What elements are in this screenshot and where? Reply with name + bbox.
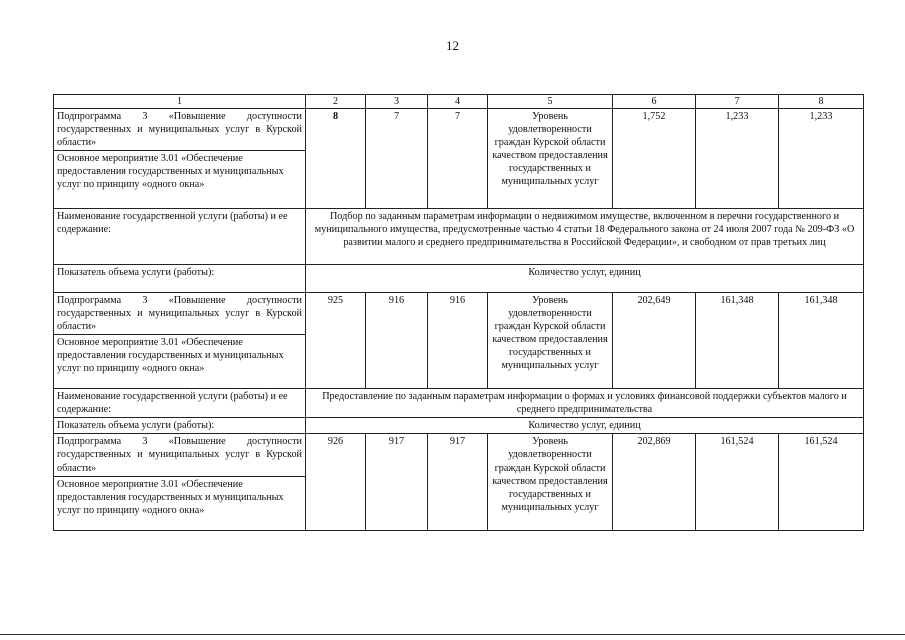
header-col-3: 3 bbox=[366, 95, 428, 109]
value-col-7: 1,233 bbox=[696, 109, 779, 209]
header-col-8: 8 bbox=[779, 95, 864, 109]
subprogram-cell: Подпрограмма 3 «Повышение доступности государственных и муниципальных услуг в Курской области» bbox=[54, 434, 306, 476]
volume-unit: Количество услуг, единиц bbox=[306, 265, 864, 293]
header-col-7: 7 bbox=[696, 95, 779, 109]
table-row bbox=[54, 434, 864, 476]
value-col-4: 7 bbox=[428, 109, 488, 209]
value-col-4: 917 bbox=[428, 434, 488, 530]
subprogram-cell: Подпрограмма 3 «Повышение доступности государственных и муниципальных услуг в Курской области» bbox=[54, 109, 306, 151]
header-col-1: 1 bbox=[54, 95, 306, 109]
subprogram-cell: Подпрограмма 3 «Повышение доступности государственных и муниципальных услуг в Курской области» bbox=[54, 293, 306, 335]
service-label: Наименование государственной услуги (работы) и ее содержание: bbox=[54, 389, 306, 418]
value-col-2: 926 bbox=[306, 434, 366, 530]
page-number: 12 bbox=[446, 38, 459, 53]
header-col-6: 6 bbox=[613, 95, 696, 109]
service-description: Предоставление по заданным параметрам информации о формах и условиях финансовой поддержки субъектов малого и среднего предпринимательства bbox=[306, 389, 864, 418]
volume-row bbox=[54, 418, 864, 434]
page-bottom-rule bbox=[0, 634, 905, 635]
value-col-2: 925 bbox=[306, 293, 366, 389]
service-row bbox=[54, 209, 864, 265]
value-col-3: 917 bbox=[366, 434, 428, 530]
value-col-8: 1,233 bbox=[779, 109, 864, 209]
table-row bbox=[54, 109, 864, 151]
indicator-cell: Уровень удовлетворенности граждан Курской области качеством предоставления государственных и муниципальных услуг bbox=[488, 109, 613, 209]
value-col-4: 916 bbox=[428, 293, 488, 389]
value-col-7: 161,348 bbox=[696, 293, 779, 389]
value-col-6: 202,869 bbox=[613, 434, 696, 530]
value-col-6: 202,649 bbox=[613, 293, 696, 389]
value-col-3: 916 bbox=[366, 293, 428, 389]
value-col-8: 161,348 bbox=[779, 293, 864, 389]
header-col-4: 4 bbox=[428, 95, 488, 109]
header-col-5: 5 bbox=[488, 95, 613, 109]
value-col-7: 161,524 bbox=[696, 434, 779, 530]
volume-label: Показатель объема услуги (работы): bbox=[54, 265, 306, 293]
value-col-3: 7 bbox=[366, 109, 428, 209]
header-row bbox=[54, 95, 864, 109]
measure-cell: Основное мероприятие 3.01 «Обеспечение предоставления государственных и муниципальных услуг по принципу «одного окна» bbox=[54, 335, 306, 389]
measure-cell: Основное мероприятие 3.01 «Обеспечение предоставления государственных и муниципальных услуг по принципу «одного окна» bbox=[54, 476, 306, 530]
volume-unit: Количество услуг, единиц bbox=[306, 418, 864, 434]
header-col-2: 2 bbox=[306, 95, 366, 109]
service-description: Подбор по заданным параметрам информации о недвижимом имуществе, включенном в перечни государственного и муниципального имущества, предусмотренные частью 4 статьи 18 Федерального закона от 24 июля 2007 года № 209-ФЗ «О развитии малого и среднего предпринимательства в Российской Федерации», и свободном от прав третьих лиц bbox=[306, 209, 864, 265]
service-row bbox=[54, 389, 864, 418]
value-col-8: 161,524 bbox=[779, 434, 864, 530]
measure-cell: Основное мероприятие 3.01 «Обеспечение предоставления государственных и муниципальных услуг по принципу «одного окна» bbox=[54, 151, 306, 209]
value-col-2: 8 bbox=[306, 109, 366, 209]
volume-row bbox=[54, 265, 864, 293]
indicator-cell: Уровень удовлетворенности граждан Курской области качеством предоставления государственных и муниципальных услуг bbox=[488, 293, 613, 389]
service-label: Наименование государственной услуги (работы) и ее содержание: bbox=[54, 209, 306, 265]
value-col-6: 1,752 bbox=[613, 109, 696, 209]
indicator-cell: Уровень удовлетворенности граждан Курской области качеством предоставления государственных и муниципальных услуг bbox=[488, 434, 613, 530]
table-row bbox=[54, 293, 864, 335]
volume-label: Показатель объема услуги (работы): bbox=[54, 418, 306, 434]
indicators-table bbox=[53, 94, 864, 531]
